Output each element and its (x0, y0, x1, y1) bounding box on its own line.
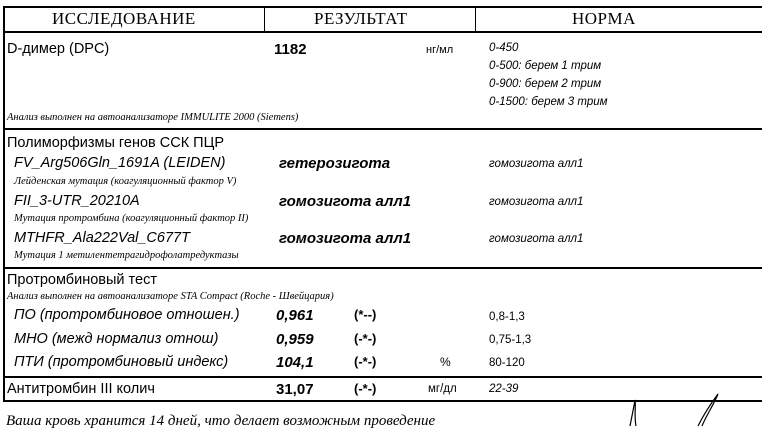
result-fv-leiden: гетерозигота (279, 155, 391, 172)
ddimer-value: 1182 (274, 41, 307, 58)
footer-storage-note: Ваша кровь хранится 14 дней, что делает возможным проведение (6, 413, 436, 429)
norm-fv-leiden: гомозигота алл1 (489, 158, 584, 170)
polymorphism-bottom-border (4, 267, 762, 269)
antithrombin-norm: 22-39 (489, 383, 519, 395)
table-top-border (4, 6, 762, 8)
gene-mthfr: MTHFR_Ala222Val_C677T (14, 230, 190, 246)
pti-value: 104,1 (276, 354, 314, 371)
ddimer-name: D-димер (DPC) (7, 41, 110, 57)
po-value: 0,961 (276, 307, 314, 324)
inr-norm: 0,75-1,3 (489, 334, 532, 346)
polymorphism-title: Полиморфизмы генов ССК ПЦР (7, 135, 224, 151)
prothrombin-bottom-border (4, 376, 762, 378)
antithrombin-unit: мг/дл (428, 383, 457, 395)
norm-fii: гомозигота алл1 (489, 196, 584, 208)
prothrombin-analyzer-note: Анализ выполнен на автоанализаторе STA Compact (Roche - Швейцария) (7, 291, 334, 302)
gene-fii: FII_3-UTR_20210A (14, 193, 140, 209)
ddimer-norm-4: 0-1500: берем 3 трим (489, 96, 608, 108)
result-fii: гомозигота алл1 (279, 193, 412, 210)
ddimer-analyzer-note: Анализ выполнен на автоанализаторе IMMULITE 2000 (Siemens) (7, 112, 299, 123)
pti-norm: 80-120 (489, 357, 525, 369)
pti-unit: % (440, 355, 451, 369)
desc-fii: Мутация протромбина (коагуляционный фактор II) (14, 213, 249, 224)
inr-value: 0,959 (276, 331, 314, 348)
header-test: ИССЛЕДОВАНИЕ (52, 9, 196, 28)
inr-flag: (-*-) (354, 331, 377, 346)
header-norm: НОРМА (572, 9, 636, 28)
header-bottom-border (4, 31, 762, 33)
result-mthfr: гомозигота алл1 (279, 230, 412, 247)
inr-name: МНО (межд нормализ отнош) (14, 331, 219, 347)
header-result: РЕЗУЛЬТАТ (314, 9, 408, 28)
signature (610, 392, 730, 427)
desc-mthfr: Мутация 1 метилентетрагидрофолатредуктазы (14, 250, 239, 261)
po-norm: 0,8-1,3 (489, 311, 525, 323)
po-flag: (*--) (354, 307, 377, 322)
ddimer-norm-1: 0-450 (489, 42, 519, 54)
antithrombin-name: Антитромбин III колич (7, 381, 155, 397)
prothrombin-title: Протромбиновый тест (7, 272, 157, 288)
header-divider-1 (264, 6, 265, 32)
norm-mthfr: гомозигота алл1 (489, 233, 584, 245)
po-name: ПО (протромбиновое отношен.) (14, 307, 240, 323)
ddimer-norm-2: 0-500: берем 1 трим (489, 60, 602, 72)
table-left-border (3, 6, 5, 402)
ddimer-bottom-border (4, 128, 762, 130)
header-divider-2 (475, 6, 476, 32)
pti-name: ПТИ (протромбиновый индекс) (14, 354, 229, 370)
antithrombin-flag: (-*-) (354, 381, 377, 396)
pti-flag: (-*-) (354, 354, 377, 369)
ddimer-unit: нг/мл (426, 44, 454, 56)
antithrombin-value: 31,07 (276, 381, 314, 398)
desc-fv-leiden: Лейденская мутация (коагуляционный фактор V) (14, 176, 237, 187)
gene-fv-leiden: FV_Arg506Gln_1691A (LEIDEN) (14, 155, 226, 171)
ddimer-norm-3: 0-900: берем 2 трим (489, 78, 602, 90)
